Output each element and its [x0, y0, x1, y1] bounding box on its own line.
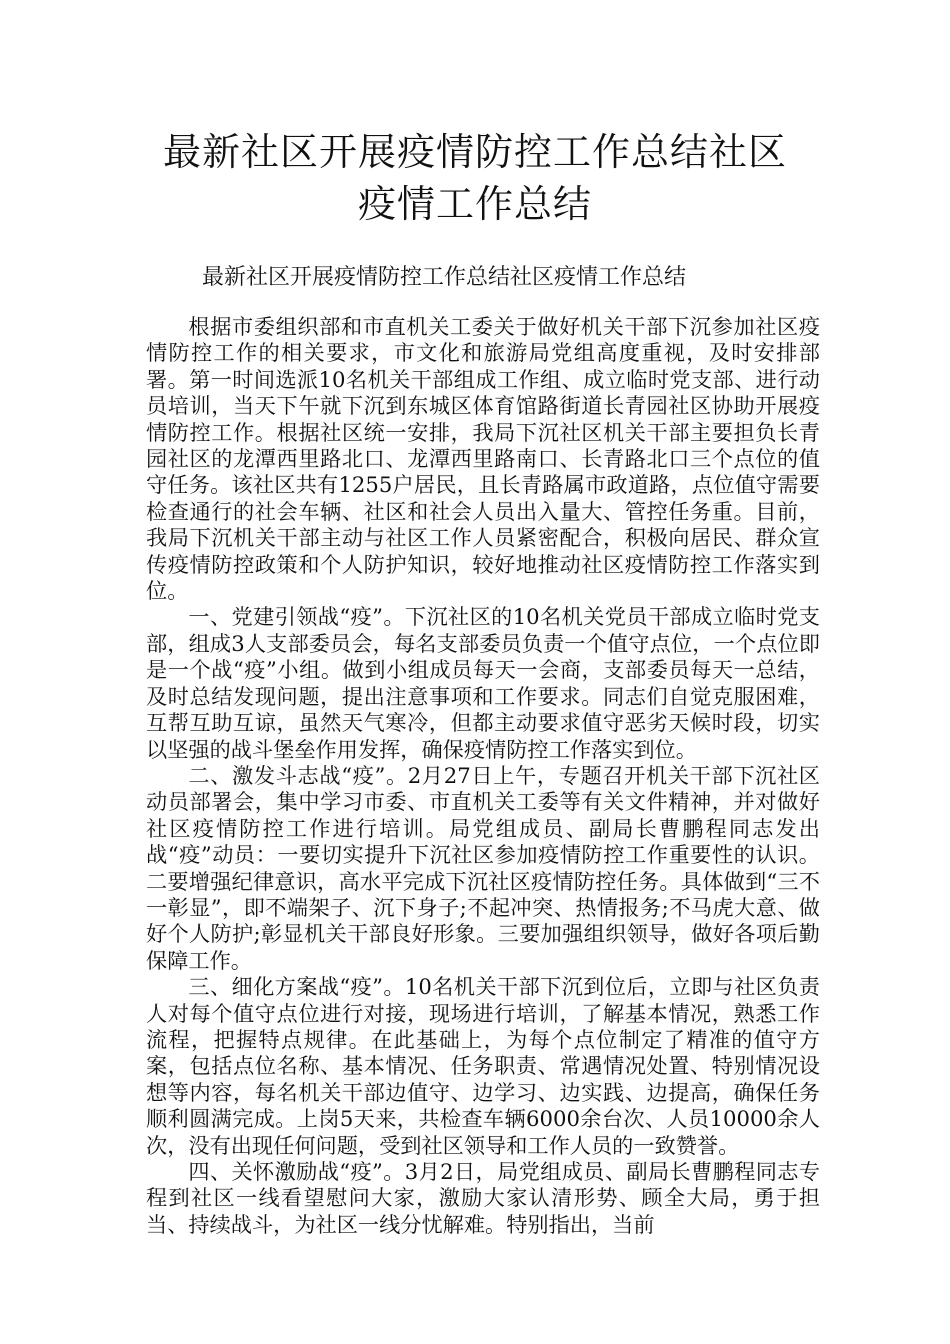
paragraph-section-3: 三、细化方案战“疫”。10名机关干部下沉到位后，立即与社区负责人对每个值守点位进行对接，现场进行培训，了解基本情况，熟悉工作流程，把握特点规律。在此基础上，为每个点位制定了精准的值守方案，包括点位名称、基本情况、任务职责、常遇情况处置、特别情况设想等内容，每名机关干部边值守、边学习、边实践、边提高，确保任务顺利圆满完成。上岗5天来，共检查车辆6000余台次、人员10000余人次，没有出现任何问题，受到社区领导和工作人员的一致赞誉。 — [146, 974, 820, 1158]
document-subtitle: 最新社区开展疫情防控工作总结社区疫情工作总结 — [202, 265, 687, 290]
paragraph-section-4: 四、关怀激励战“疫”。3月2日，局党组成员、副局长曹鹏程同志专程到社区一线看望慰问大家，激励大家认清形势、顾全大局，勇于担当、持续战斗，为社区一线分忧解难。特别指出，当前 — [146, 1159, 820, 1237]
document-title: 最新社区开展疫情防控工作总结社区疫情工作总结 — [162, 130, 787, 226]
paragraph-section-2: 二、激发斗志战“疫”。2月27日上午，专题召开机关干部下沉社区动员部署会，集中学习市委、市直机关工委等有关文件精神，并对做好社区疫情防控工作进行培训。局党组成员、副局长曹鹏程同志发出战“疫”动员：一要切实提升下沉社区参加疫情防控工作重要性的认识。二要增强纪律意识，高水平完成下沉社区疫情防控任务。具体做到“三不一彰显”，即不端架子、沉下身子;不起冲突、热情报务;不马虎大意、做好个人防护;彰显机关干部良好形象。三要加强组织领导，做好各项后勤保障工作。 — [146, 762, 820, 973]
paragraph-intro: 根据市委组织部和市直机关工委关于做好机关干部下沉参加社区疫情防控工作的相关要求，市文化和旅游局党组高度重视，及时安排部署。第一时间选派10名机关干部组成工作组、成立临时党支部、进行动员培训，当天下午就下沉到东城区体育馆路街道长青园社区协助开展疫情防控工作。根据社区统一安排，我局下沉社区机关干部主要担负长青园社区的龙潭西里路北口、龙潭西里路南口、长青路北口三个点位的值守任务。该社区共有1255户居民，且长青路属市政道路，点位值守需要检查通行的社会车辆、社区和社会人员出入量大、管控任务重。目前，我局下沉机关干部主动与社区工作人员紧密配合，积极向居民、群众宣传疫情防控政策和个人防护知识，较好地推动社区疫情防控工作落实到位。 — [146, 314, 820, 604]
document-body — [0, 314, 950, 1238]
paragraph-section-1: 一、党建引领战“疫”。下沉社区的10名机关党员干部成立临时党支部，组成3人支部委员会，每名支部委员负责一个值守点位，一个点位即是一个战“疫”小组。做到小组成员每天一会商，支部委员每天一总结，及时总结发现问题，提出注意事项和工作要求。同志们自觉克服困难，互帮互助互谅，虽然天气寒冷，但都主动要求值守恶劣天候时段，切实以坚强的战斗堡垒作用发挥，确保疫情防控工作落实到位。 — [146, 604, 820, 762]
